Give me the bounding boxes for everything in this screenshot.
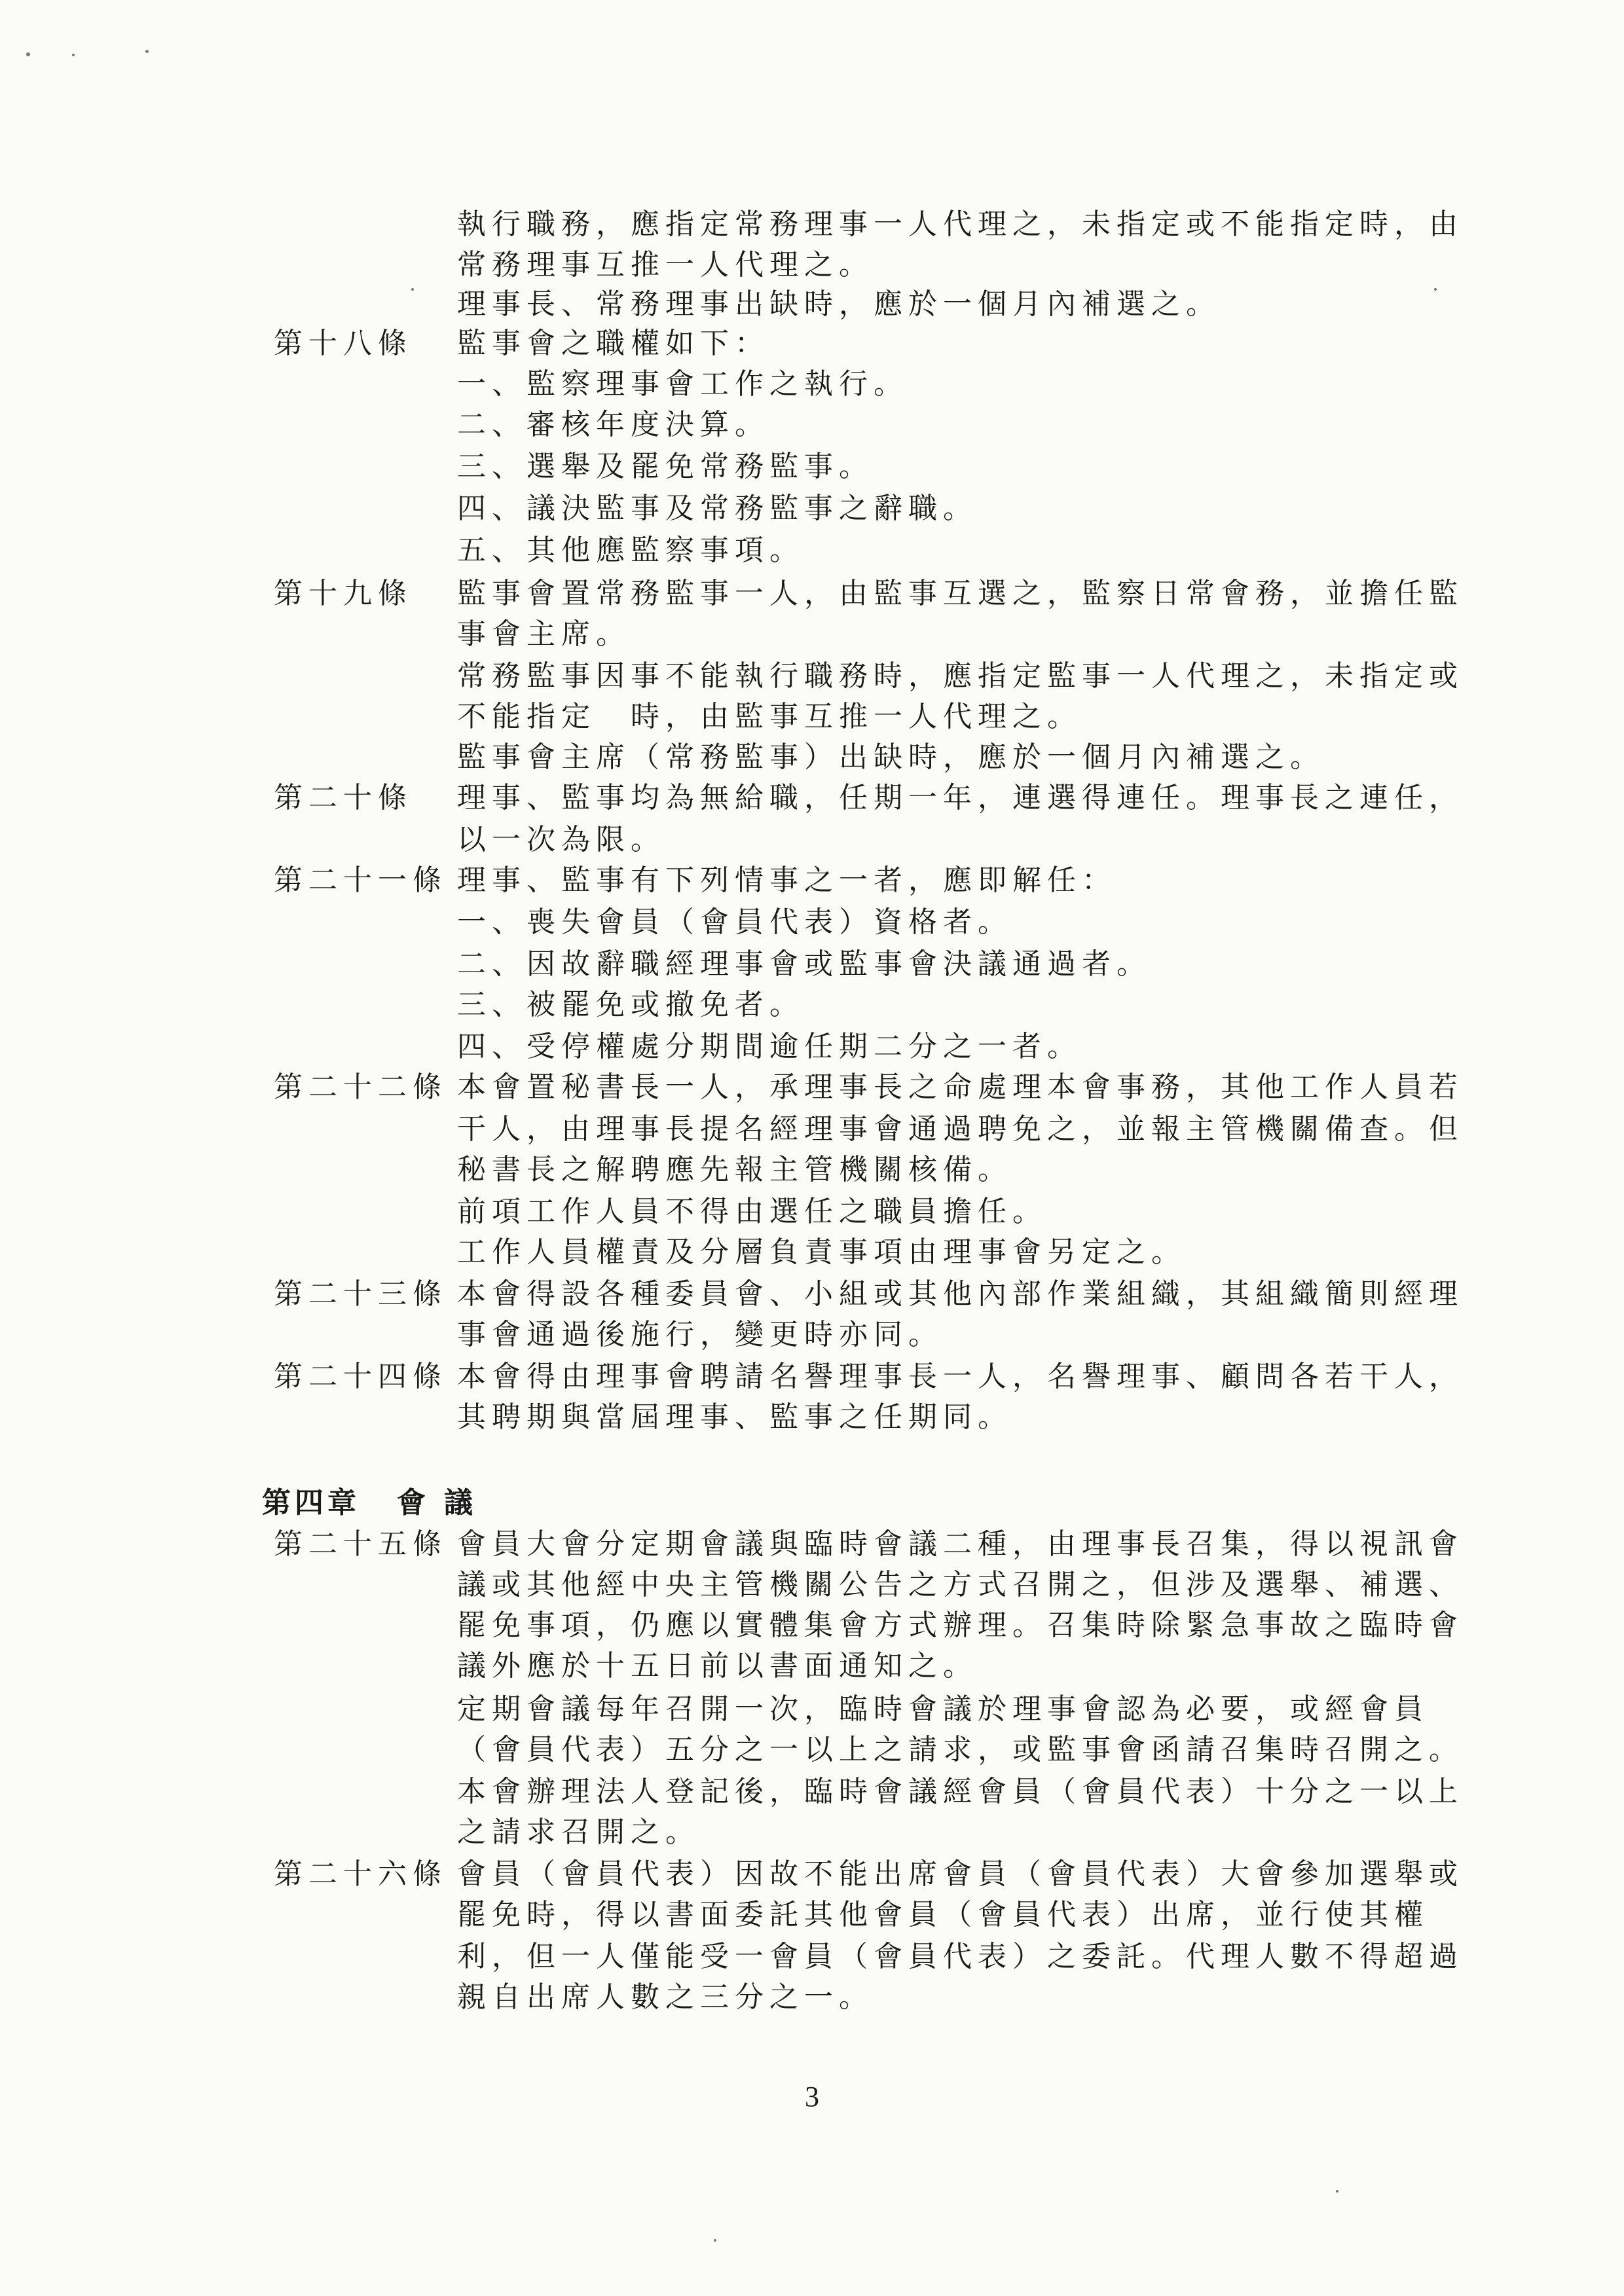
- body-line: 理事、監事有下列情事之一者，應即解任：: [457, 864, 1116, 897]
- body-line: 二、審核年度決算。: [457, 408, 769, 441]
- scan-speck: [145, 50, 149, 53]
- body-line: 會員大會分定期會議與臨時會議二種，由理事長召集，得以視訊會: [457, 1527, 1464, 1561]
- article-label-19: 第十九條: [274, 577, 413, 610]
- body-line: 一、監察理事會工作之執行。: [457, 367, 908, 401]
- scan-speck: [411, 288, 414, 291]
- body-line: 干人，由理事長提名經理事會通過聘免之，並報主管機關備查。但: [457, 1112, 1464, 1146]
- article-label-21: 第二十一條: [274, 864, 447, 897]
- body-line: 罷免事項，仍應以實體集會方式辦理。召集時除緊急事故之臨時會: [457, 1609, 1464, 1642]
- body-line: 常務監事因事不能執行職務時，應指定監事一人代理之，未指定或: [457, 659, 1464, 693]
- body-line: 不能指定 時，由監事互推一人代理之。: [457, 700, 1082, 733]
- body-line: 議或其他經中央主管機關公告之方式召開之，但涉及選舉、補選、: [457, 1568, 1464, 1601]
- body-line: 本會辦理法人登記後，臨時會議經會員（會員代表）十分之一以上: [457, 1775, 1464, 1808]
- article-label-25: 第二十五條: [274, 1527, 447, 1561]
- body-line: 利，但一人僅能受一會員（會員代表）之委託。代理人數不得超過: [457, 1940, 1464, 1973]
- article-label-18: 第十八條: [274, 327, 413, 360]
- article-label-20: 第二十條: [274, 781, 413, 814]
- scan-speck: [1336, 2190, 1338, 2193]
- chapter-number: 第四章: [262, 1486, 360, 1520]
- body-line: 之請求召開之。: [457, 1815, 700, 1849]
- scan-speck: [72, 54, 75, 56]
- body-line: 定期會議每年召開一次，臨時會議於理事會認為必要，或經會員: [457, 1692, 1429, 1726]
- article-label-26: 第二十六條: [274, 1857, 447, 1891]
- article-label-22: 第二十二條: [274, 1070, 447, 1104]
- body-line: 本會得設各種委員會、小組或其他內部作業組織，其組織簡則經理: [457, 1277, 1464, 1311]
- body-line: 其聘期與當屆理事、監事之任期同。: [457, 1400, 1012, 1434]
- body-line: 事會主席。: [457, 617, 631, 651]
- body-line: 二、因故辭職經理事會或監事會決議通過者。: [457, 947, 1151, 981]
- chapter-heading: [262, 1482, 491, 1525]
- body-line: 理事長、常務理事出缺時，應於一個月內補選之。: [457, 287, 1221, 321]
- article-label-24: 第二十四條: [274, 1360, 447, 1393]
- body-line: 理事、監事均為無給職，任期一年，連選得連任。理事長之連任，: [457, 781, 1464, 814]
- body-line: 四、受停權處分期間逾任期二分之一者。: [457, 1030, 1082, 1063]
- article-label-23: 第二十三條: [274, 1277, 447, 1311]
- scan-speck: [714, 2239, 716, 2242]
- body-line: 親自出席人數之三分之一。: [457, 1980, 874, 2014]
- body-line: 一、喪失會員（會員代表）資格者。: [457, 905, 1012, 939]
- body-line: 三、選舉及罷免常務監事。: [457, 450, 874, 483]
- body-line: 監事會之職權如下：: [457, 327, 769, 360]
- body-line: 三、被罷免或撤免者。: [457, 988, 804, 1021]
- body-line: 工作人員權責及分層負責事項由理事會另定之。: [457, 1235, 1186, 1269]
- body-line: 以一次為限。: [457, 823, 665, 856]
- scan-speck: [26, 52, 30, 56]
- body-line: 事會通過後施行，變更時亦同。: [457, 1318, 943, 1351]
- body-line: 本會置秘書長一人，承理事長之命處理本會事務，其他工作人員若: [457, 1070, 1464, 1104]
- body-line: 五、其他應監察事項。: [457, 534, 804, 567]
- body-line: 本會得由理事會聘請名譽理事長一人，名譽理事、顧問各若干人，: [457, 1360, 1464, 1393]
- chapter-title: 會議: [397, 1486, 491, 1520]
- body-line: （會員代表）五分之一以上之請求，或監事會函請召集時召開之。: [457, 1733, 1464, 1766]
- body-line: 監事會主席（常務監事）出缺時，應於一個月內補選之。: [457, 740, 1325, 774]
- page-number: 3: [805, 2081, 819, 2113]
- body-line: 秘書長之解聘應先報主管機關核備。: [457, 1153, 1012, 1186]
- body-line: 前項工作人員不得由選任之職員擔任。: [457, 1195, 1047, 1228]
- body-line: 四、議決監事及常務監事之辭職。: [457, 492, 978, 525]
- body-line: 會員（會員代表）因故不能出席會員（會員代表）大會參加選舉或: [457, 1857, 1464, 1891]
- body-line: 監事會置常務監事一人，由監事互選之，監察日常會務，並擔任監: [457, 577, 1464, 610]
- scan-speck: [1434, 288, 1437, 291]
- body-line: 議外應於十五日前以書面通知之。: [457, 1649, 978, 1683]
- body-line: 罷免時，得以書面委託其他會員（會員代表）出席，並行使其權: [457, 1898, 1429, 1931]
- body-line: 執行職務，應指定常務理事一人代理之，未指定或不能指定時，由: [457, 208, 1464, 241]
- body-line: 常務理事互推一人代理之。: [457, 248, 874, 282]
